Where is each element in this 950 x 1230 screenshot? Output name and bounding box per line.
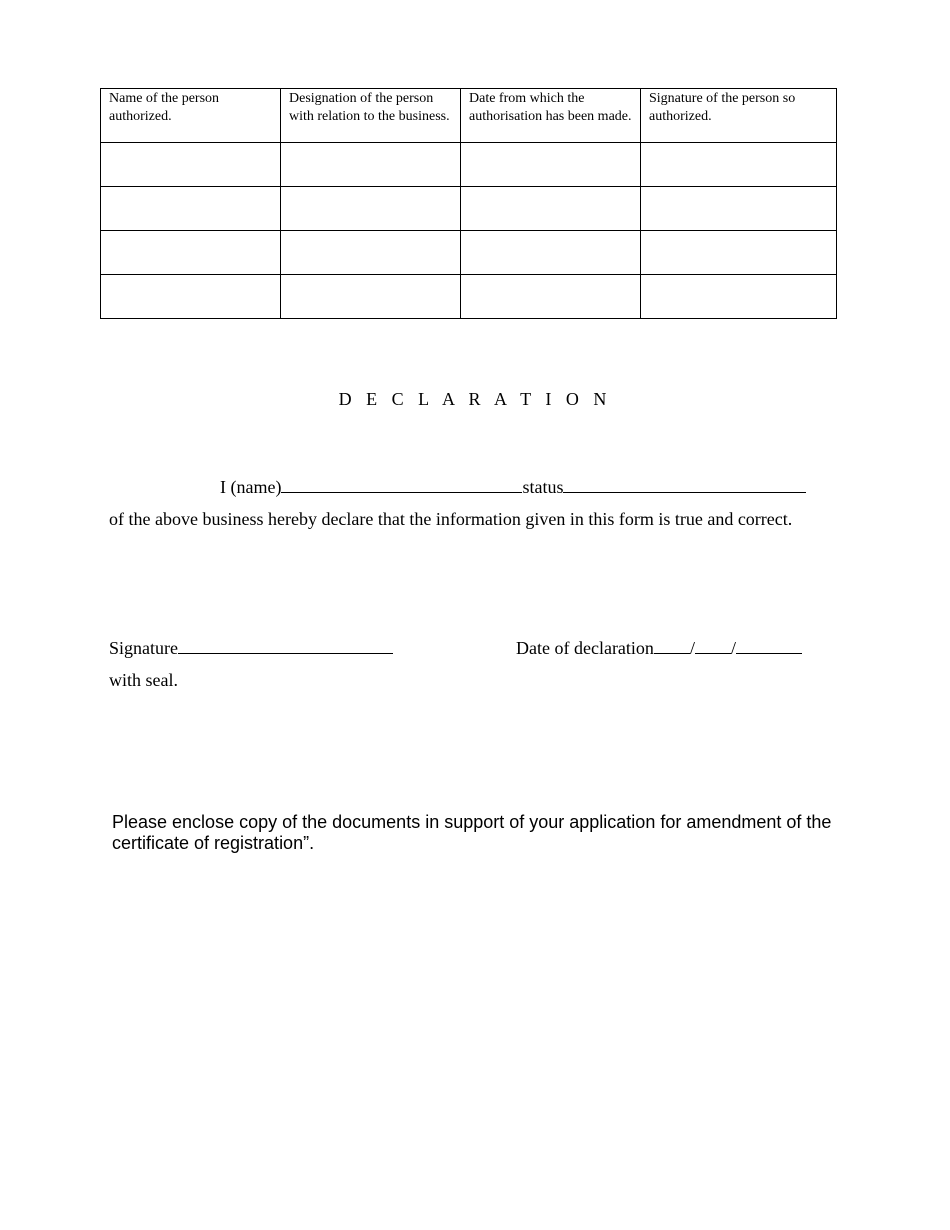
- date-separator: /: [730, 638, 736, 658]
- date-month-field[interactable]: [695, 637, 731, 654]
- status-label: status: [522, 477, 564, 497]
- table-cell-designation[interactable]: [281, 187, 461, 231]
- table-header-row: [101, 89, 837, 143]
- table-cell-name[interactable]: [101, 143, 281, 187]
- authorization-table: [100, 88, 837, 319]
- table-row: [101, 143, 837, 187]
- declaration-statement: of the above business hereby declare that the information given in this form is true and correct.: [109, 509, 793, 529]
- table-cell-name[interactable]: [101, 231, 281, 275]
- date-separator: /: [689, 638, 695, 658]
- signature-label: Signature: [109, 638, 178, 658]
- table-cell-signature[interactable]: [641, 275, 837, 319]
- table-cell-signature[interactable]: [641, 231, 837, 275]
- seal-text: with seal.: [109, 670, 178, 690]
- enclosure-notice: Please enclose copy of the documents in support of your application for amendment of the certificate of registration”.: [112, 812, 832, 853]
- date-label: Date of declaration: [516, 638, 654, 658]
- status-field[interactable]: [563, 476, 806, 493]
- declaration-title: D E C L A R A T I O N: [338, 389, 612, 409]
- table-cell-date[interactable]: [461, 231, 641, 275]
- table-row: [101, 231, 837, 275]
- name-field[interactable]: [281, 476, 522, 493]
- header-designation: Designation of the person with relation to the business.: [281, 89, 461, 143]
- table-cell-designation[interactable]: [281, 231, 461, 275]
- table-cell-designation[interactable]: [281, 275, 461, 319]
- table-row: [101, 275, 837, 319]
- table-cell-date[interactable]: [461, 275, 641, 319]
- table-cell-name[interactable]: [101, 187, 281, 231]
- signature-line: [109, 637, 393, 659]
- table-cell-signature[interactable]: [641, 187, 837, 231]
- date-line: [516, 637, 802, 659]
- header-name-of-person: Name of the person authorized.: [101, 89, 281, 143]
- table-cell-designation[interactable]: [281, 143, 461, 187]
- header-date-of-authorisation: Date from which the authorisation has been made.: [461, 89, 641, 143]
- table-cell-signature[interactable]: [641, 143, 837, 187]
- date-year-field[interactable]: [736, 637, 802, 654]
- signature-field[interactable]: [178, 637, 393, 654]
- name-label: I (name): [220, 477, 282, 497]
- table-cell-date[interactable]: [461, 143, 641, 187]
- date-day-field[interactable]: [654, 637, 690, 654]
- table-cell-date[interactable]: [461, 187, 641, 231]
- table-cell-name[interactable]: [101, 275, 281, 319]
- table-row: [101, 187, 837, 231]
- header-signature: Signature of the person so authorized.: [641, 89, 837, 143]
- name-status-line: [220, 476, 806, 498]
